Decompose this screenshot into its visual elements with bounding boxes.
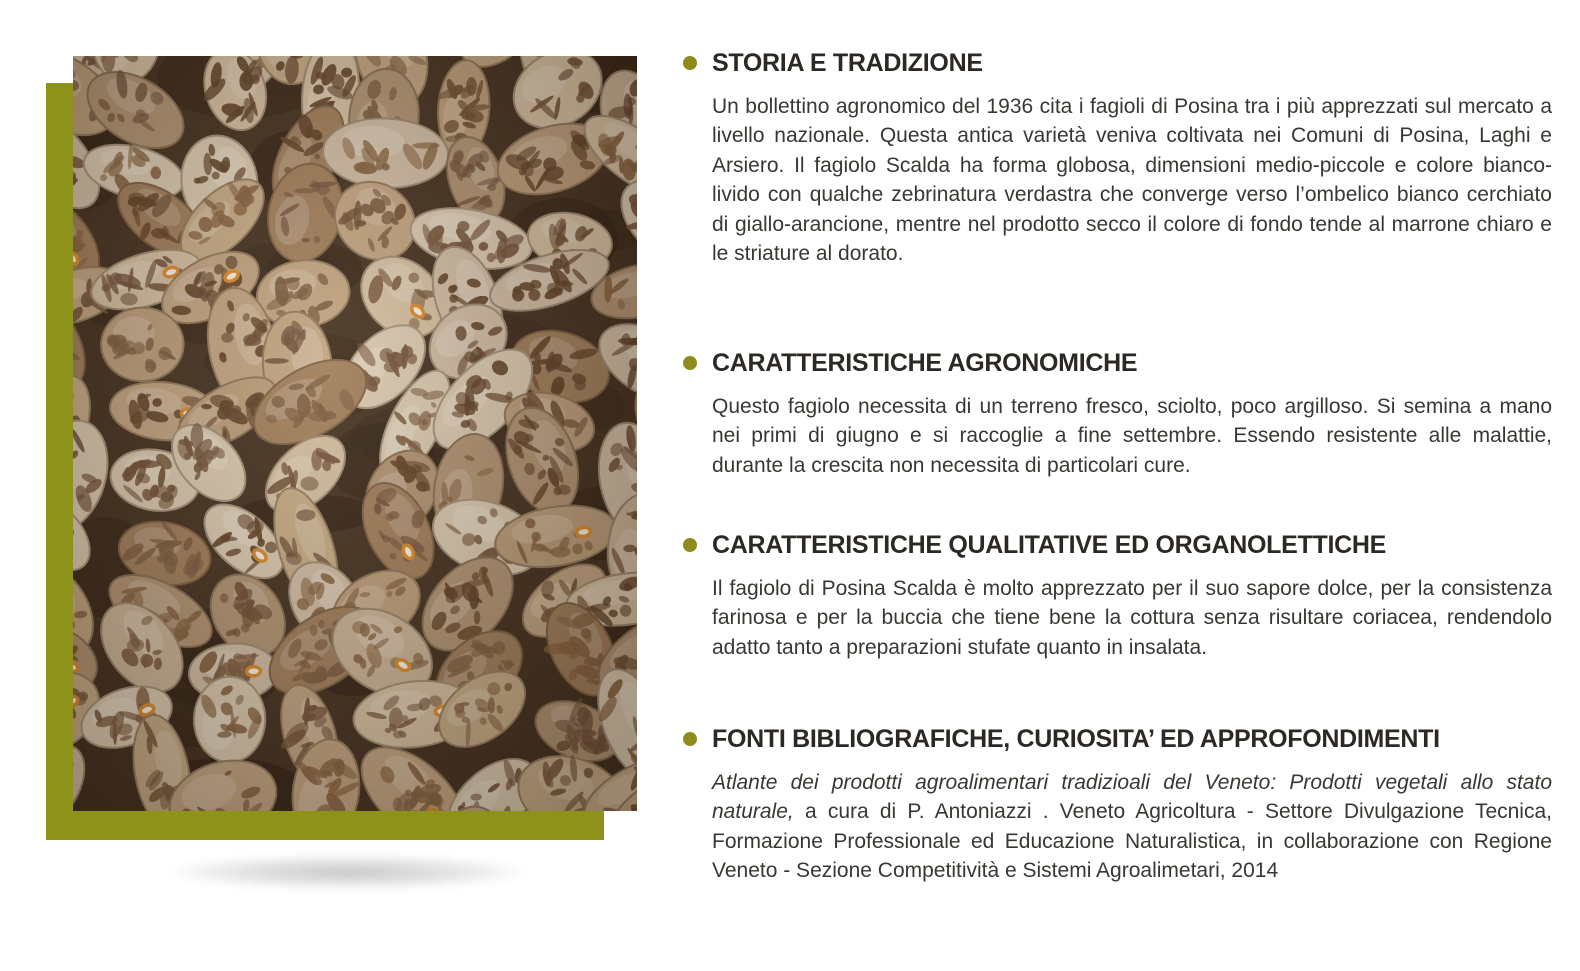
ground-shadow — [85, 846, 610, 904]
text-column — [712, 0, 1552, 971]
citation-rest: a cura di P. Antoniazzi . Veneto Agricoltura - Settore Divulgazione Tecnica, Formazione Professionale ed Educazione Naturalistica, in collaborazione con Regione Veneto - Sezione Competitività e Sistemi Agroalimetari, 2014 — [712, 800, 1552, 883]
section-body — [712, 768, 1552, 886]
citation-title: Atlante dei prodotti agroalimentari tradizioali del Veneto: Prodotti vegetali allo stato naturale, — [712, 771, 1552, 824]
section-heading: STORIA E TRADIZIONE — [712, 49, 983, 77]
section-body: Un bollettino agronomico del 1936 cita i fagioli di Posina tra i più apprezzati sul mercato a livello nazionale. Questa antica varietà veniva coltivata nei Comuni di Posina, Laghi e Arsiero. Il fagiolo Scalda ha forma globosa, dimensioni medio-piccole e colore bianco-livido con qualche zebrinatura verdastra che converge verso l’ombelico bianco cerchiato di giallo-arancione, mentre nel prodotto secco il colore di fondo tende al marrone chiaro e le striature al dorato. — [712, 95, 1552, 266]
section-heading: FONTI BIBLIOGRAFICHE, CURIOSITA’ ED APPROFONDIMENTI — [712, 725, 1440, 753]
beans-photo — [73, 56, 637, 811]
section-heading: CARATTERISTICHE AGRONOMICHE — [712, 349, 1138, 377]
section-body: Questo fagiolo necessita di un terreno fresco, sciolto, poco argilloso. Si semina a mano nei primi di giugno e si raccoglie a fine settembre. Essendo resistente alle malattie, durante la crescita non necessita di particolari cure. — [712, 395, 1552, 477]
section-fonti-bibliografiche — [712, 724, 1552, 886]
section-caratteristiche-qualitative — [712, 530, 1552, 662]
bullet-icon — [683, 356, 697, 370]
bullet-icon — [683, 56, 697, 70]
section-body: Il fagiolo di Posina Scalda è molto apprezzato per il suo sapore dolce, per la consistenza farinosa e per la buccia che tiene bene la cottura senza risultare coriacea, rendendolo adatto tanto a preparazioni stufate quanto in insalata. — [712, 577, 1552, 659]
section-heading: CARATTERISTICHE QUALITATIVE ED ORGANOLETTICHE — [712, 531, 1386, 559]
bullet-icon — [683, 538, 697, 552]
section-storia-e-tradizione — [712, 48, 1552, 268]
bullet-icon — [683, 732, 697, 746]
section-caratteristiche-agronomiche — [712, 348, 1552, 480]
beans-photo-svg — [73, 56, 637, 811]
